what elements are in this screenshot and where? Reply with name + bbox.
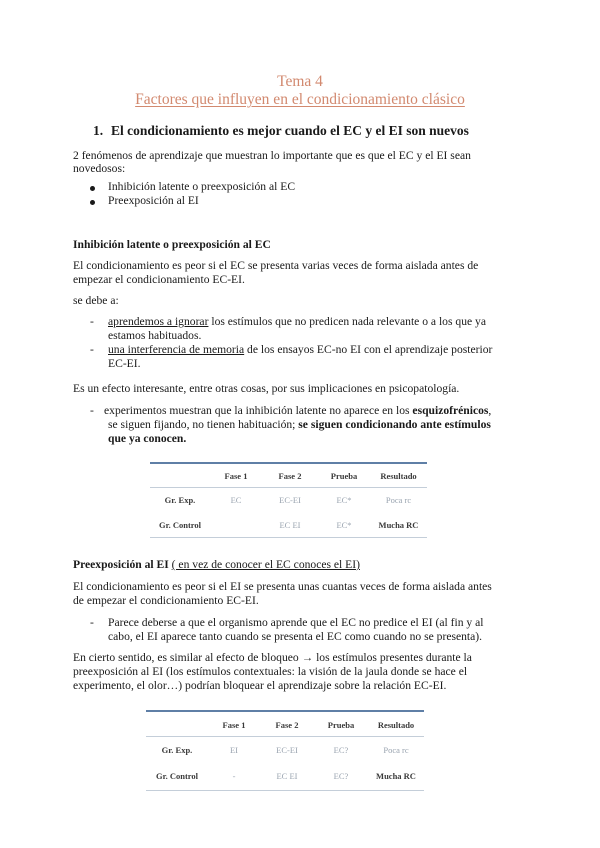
dash-item-line3: que ya conocen. xyxy=(108,432,187,445)
table-header-row xyxy=(150,466,427,486)
table-cell: Poca rc xyxy=(385,495,412,505)
table-cell: - xyxy=(232,771,236,781)
table-cell xyxy=(210,514,262,536)
dash-item-line2: estamos habituados. xyxy=(108,329,202,342)
table-top-rule xyxy=(150,462,427,464)
table-header: Resultado xyxy=(380,471,417,481)
table-preexposicion xyxy=(146,714,424,788)
table-cell: Gr. Control xyxy=(155,771,199,781)
preexposicion-p2-line1: En cierto sentido, es similar al efecto de bloqueo → los estímulos presentes durante la xyxy=(73,651,472,664)
dash-item-line2: cabo, el EI aparece tanto cuando se presenta el EC como cuando no se presenta). xyxy=(108,630,483,643)
table-cell: Mucha RC xyxy=(376,771,416,781)
table-cell: EC EI xyxy=(276,771,298,781)
table-row xyxy=(146,736,424,764)
table-header: Prueba xyxy=(327,720,355,730)
dash-item xyxy=(108,343,528,357)
section-number: 1. xyxy=(93,123,104,138)
table-header: Fase 1 xyxy=(222,720,246,730)
dash-item xyxy=(108,315,528,329)
preexposicion-p2-line3: experimento, el olor…) podrían bloquear el aprendizaje sobre la relación EC-EI. xyxy=(73,679,447,692)
table-inhibicion xyxy=(150,466,427,536)
heading-note: ( en vez de conocer el EC conoces el EI) xyxy=(171,558,360,571)
table-cell: EC-EI xyxy=(279,495,301,505)
intro-line-1: 2 fenómenos de aprendizaje que muestran lo importante que es que el EC y el EI sean xyxy=(73,149,471,162)
section-title: El condicionamiento es mejor cuando el EC y el EI son nuevos xyxy=(111,123,469,138)
dash-marker: - xyxy=(90,343,94,356)
dash-item-line2 xyxy=(108,418,491,432)
table-header: Resultado xyxy=(377,720,415,730)
table-cell: EC* xyxy=(336,495,352,505)
table-header xyxy=(150,466,210,486)
dash-item xyxy=(104,404,534,418)
inhibicion-heading: Inhibición latente o preexposición al EC xyxy=(73,238,271,251)
heading-text: Preexposición al EI xyxy=(73,558,169,571)
table-cell: Poca rc xyxy=(383,745,409,755)
bullet-item: Inhibición latente o preexposición al EC xyxy=(108,180,296,193)
dash-bold: esquizofrénicos xyxy=(412,404,489,417)
table-row xyxy=(150,514,427,536)
table-cell: EC? xyxy=(333,771,349,781)
table-cell: EI xyxy=(229,745,239,755)
page-subtitle: Factores que influyen en el condicionamiento clásico xyxy=(135,91,465,108)
table-row xyxy=(150,486,427,514)
table-rule xyxy=(146,790,424,791)
table-cell: Gr. Control xyxy=(158,520,202,530)
table-cell: EC? xyxy=(333,745,349,755)
preexposicion-p2-line2: preexposición al EI (los estímulos contextuales: la visión de la jaula donde se hace el xyxy=(73,665,468,678)
preexposicion-heading xyxy=(73,558,553,572)
table-cell: EC-EI xyxy=(276,745,298,755)
dash-underlined: una interferencia de memoria xyxy=(108,343,245,356)
table-header-row xyxy=(146,714,424,736)
inhibicion-p1-line2: empezar el condicionamiento EC-EI. xyxy=(73,273,245,286)
table-top-rule xyxy=(146,710,424,712)
dash-item: Parece deberse a que el organismo aprende que el EC no predice el EI (al fin y al xyxy=(108,616,484,629)
dash-bold: se siguen condicionando ante estímulos xyxy=(298,418,491,431)
table-cell: EC EI xyxy=(279,520,301,530)
dash-text: experimentos muestran que la inhibición latente no aparece en los xyxy=(104,404,413,417)
table-header xyxy=(146,714,208,736)
preexposicion-p1-line2: de empezar el condicionamiento EC-EI. xyxy=(73,594,259,607)
dash-text: se siguen fijando, no tienen habituación; xyxy=(108,418,299,431)
table-header: Fase 2 xyxy=(275,720,299,730)
dash-item-line2: EC-EI. xyxy=(108,357,141,370)
table-header: Fase 2 xyxy=(278,471,302,481)
dash-text: de los ensayos EC-no EI con el aprendizaje posterior xyxy=(244,343,493,356)
table-header: Fase 1 xyxy=(224,471,248,481)
table-cell: Gr. Exp. xyxy=(161,745,193,755)
inhibicion-p1-line1: El condicionamiento es peor si el EC se presenta varias veces de forma aislada antes de xyxy=(73,259,479,272)
table-cell: Gr. Exp. xyxy=(164,495,196,505)
dash-text: los estímulos que no predicen nada relevante o a los que ya xyxy=(208,315,486,328)
dash-marker: - xyxy=(90,315,94,328)
dash-marker: - xyxy=(90,616,94,629)
tema-title: Tema 4 xyxy=(277,73,323,90)
table-cell: EC xyxy=(230,495,242,505)
bullet-dot xyxy=(90,186,95,191)
table-cell: EC* xyxy=(336,520,352,530)
bullet-item: Preexposición al EI xyxy=(108,194,199,207)
dash-text: , xyxy=(488,404,492,417)
dash-underlined: aprendemos a ignorar xyxy=(108,315,209,328)
table-row xyxy=(146,764,424,788)
intro-line-2: novedosos: xyxy=(73,162,126,175)
inhibicion-p3: Es un efecto interesante, entre otras cosas, por sus implicaciones en psicopatología. xyxy=(73,382,460,395)
table-cell: Mucha RC xyxy=(378,520,419,530)
inhibicion-p2: se debe a: xyxy=(73,294,119,307)
section-heading xyxy=(93,123,469,139)
dash-marker: - xyxy=(90,404,94,417)
preexposicion-p1-line1: El condicionamiento es peor si el EI se presenta unas cuantas veces de forma aislada antes xyxy=(73,580,492,593)
table-rule xyxy=(150,537,427,538)
table-header: Prueba xyxy=(330,471,358,481)
bullet-dot xyxy=(90,200,95,205)
